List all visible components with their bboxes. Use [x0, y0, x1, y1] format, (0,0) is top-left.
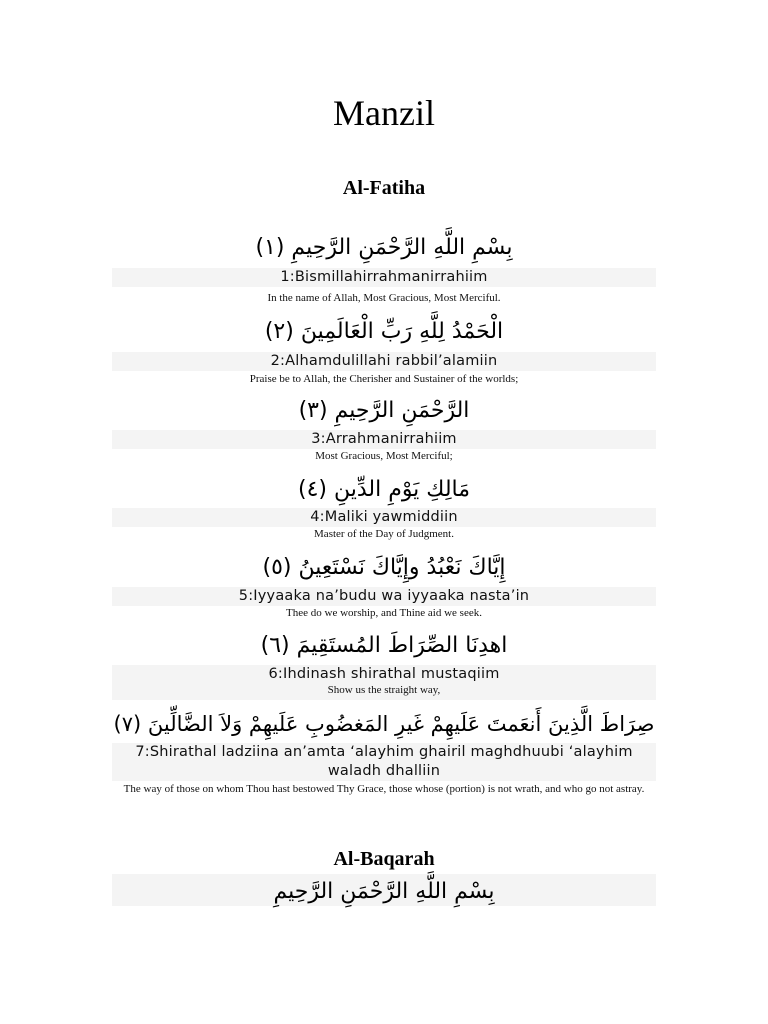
verse-1-transliteration: 1:Bismillahirrahmanirrahiim [112, 268, 656, 287]
document-title: Manzil [333, 93, 435, 133]
verse-5-arabic: إِيَّاكَ نَعْبُدُ وإِيَّاكَ نَسْتَعِينُ (٥) [262, 555, 506, 580]
verse-7-translation: The way of those on whom Thou hast bestowed Thy Grace, those whose (portion) is not wrath, and who go not astray. [123, 783, 645, 795]
verse-4-arabic: مَالِكِ يَوْمِ الدِّينِ (٤) [297, 477, 471, 502]
baqarah-basmala-arabic: بِسْمِ اللَّهِ الرَّحْمَنِ الرَّحِيمِ [273, 879, 495, 904]
verse-4-transliteration: 4:Maliki yawmiddiin [112, 508, 656, 527]
verse-7-arabic: صِرَاطَ الَّذِينَ أَنعَمتَ عَلَيهِمْ غَيرِ المَغضُوبِ عَلَيهِمْ وَلاَ الضَّالِّينَ (٧) [113, 712, 655, 736]
section-heading-al-baqarah: Al-Baqarah [333, 848, 435, 870]
verse-2-transliteration: 2:Alhamdulillahi rabbil’alamiin [112, 352, 656, 371]
verse-1-arabic: بِسْمِ اللَّهِ الرَّحْمَنِ الرَّحِيمِ (١) [255, 235, 513, 260]
verse-5-transliteration: 5:Iyyaaka na’budu wa iyyaaka nasta’in [112, 587, 656, 606]
verse-6-arabic: اهدِنَا الصِّرَاطَ المُستَقِيمَ (٦) [260, 633, 508, 658]
verse-2-translation: Praise be to Allah, the Cherisher and Sustainer of the worlds; [249, 373, 519, 385]
verse-6-transliteration: 6:Ihdinash shirathal mustaqiim [112, 665, 656, 684]
verse-3-translation: Most Gracious, Most Merciful; [315, 450, 453, 462]
verse-3-transliteration: 3:Arrahmanirrahiim [112, 430, 656, 449]
verse-6-translation: Show us the straight way, [327, 684, 441, 696]
verse-1-translation: In the name of Allah, Most Gracious, Most Merciful. [267, 292, 501, 304]
section-heading-al-fatiha: Al-Fatiha [342, 177, 426, 199]
verse-3-arabic: الرَّحْمَنِ الرَّحِيمِ (٣) [298, 398, 470, 423]
verse-5-translation: Thee do we worship, and Thine aid we seek. [286, 607, 482, 619]
verse-4-translation: Master of the Day of Judgment. [314, 528, 454, 540]
verse-2-arabic: الْحَمْدُ لِلَّهِ رَبِّ الْعَالَمِينَ (٢) [264, 319, 504, 344]
verse-7-transliteration: 7:Shirathal ladziina an’amta ‘alayhim ghairil maghdhuubi ‘alayhim waladh dhalliin [112, 743, 656, 781]
